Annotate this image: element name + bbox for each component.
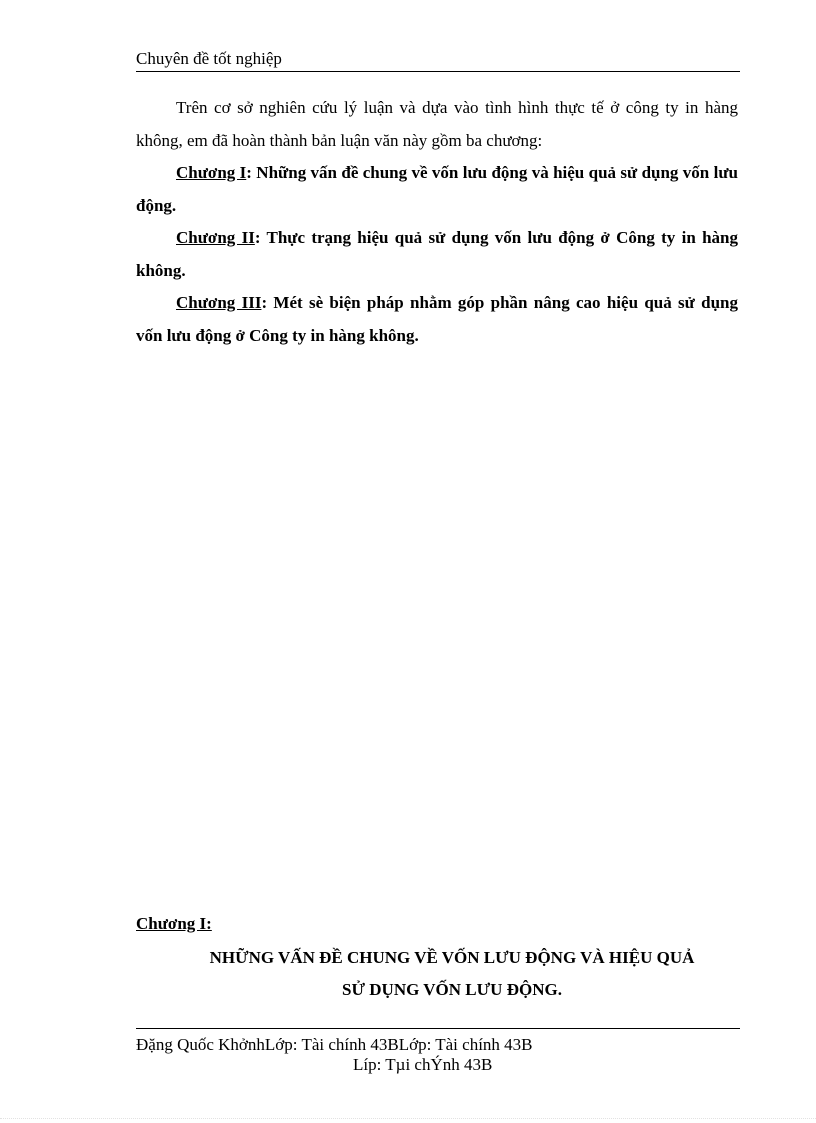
chapter-title-line-2: SỬ DỤNG VỐN LƯU ĐỘNG. — [342, 980, 562, 999]
chapter-description: : Những vấn đề chung về vốn lưu động và hiệu quả sử dụng vốn lưu động. — [136, 163, 738, 215]
chapter-label: Chương II — [176, 228, 255, 247]
chapter-summary-2 — [136, 222, 738, 287]
chapter-title — [136, 942, 768, 1006]
footer-author-line: Đặng Quốc KhởnhLớp: Tài chính 43BLớp: Tài chính 43B — [136, 1035, 533, 1054]
chapter-label: Chương III — [176, 293, 262, 312]
chapter-summary-1 — [136, 157, 738, 222]
chapter-label: Chương I — [176, 163, 247, 182]
chapter-description: : Mét sè biện pháp nhằm góp phần nâng cao hiệu quả sử dụng vốn lưu động ở Công ty in hàng không. — [136, 293, 738, 345]
document-body — [136, 92, 738, 352]
footer-divider — [136, 1028, 740, 1029]
header-title: Chuyên đề tốt nghiệp — [136, 49, 282, 68]
chapter-title-line-1: NHỮNG VẤN ĐỀ CHUNG VỀ VỐN LƯU ĐỘNG VÀ HIỆU QUẢ — [209, 948, 695, 967]
chapter-heading: Chương I: — [136, 914, 212, 933]
intro-paragraph: Trên cơ sở nghiên cứu lý luận và dựa vào tình hình thực tế ở công ty in hàng không, em đã hoàn thành bản luận văn này gồm ba chương: — [136, 98, 738, 150]
page-header — [136, 48, 740, 72]
chapter-description: : Thực trạng hiệu quả sử dụng vốn lưu động ở Công ty in hàng không. — [136, 228, 738, 280]
page-bottom-edge — [0, 1118, 816, 1119]
footer-class-line: Líp: Tµi chÝnh 43B — [353, 1055, 493, 1074]
chapter-summary-3 — [136, 287, 738, 352]
